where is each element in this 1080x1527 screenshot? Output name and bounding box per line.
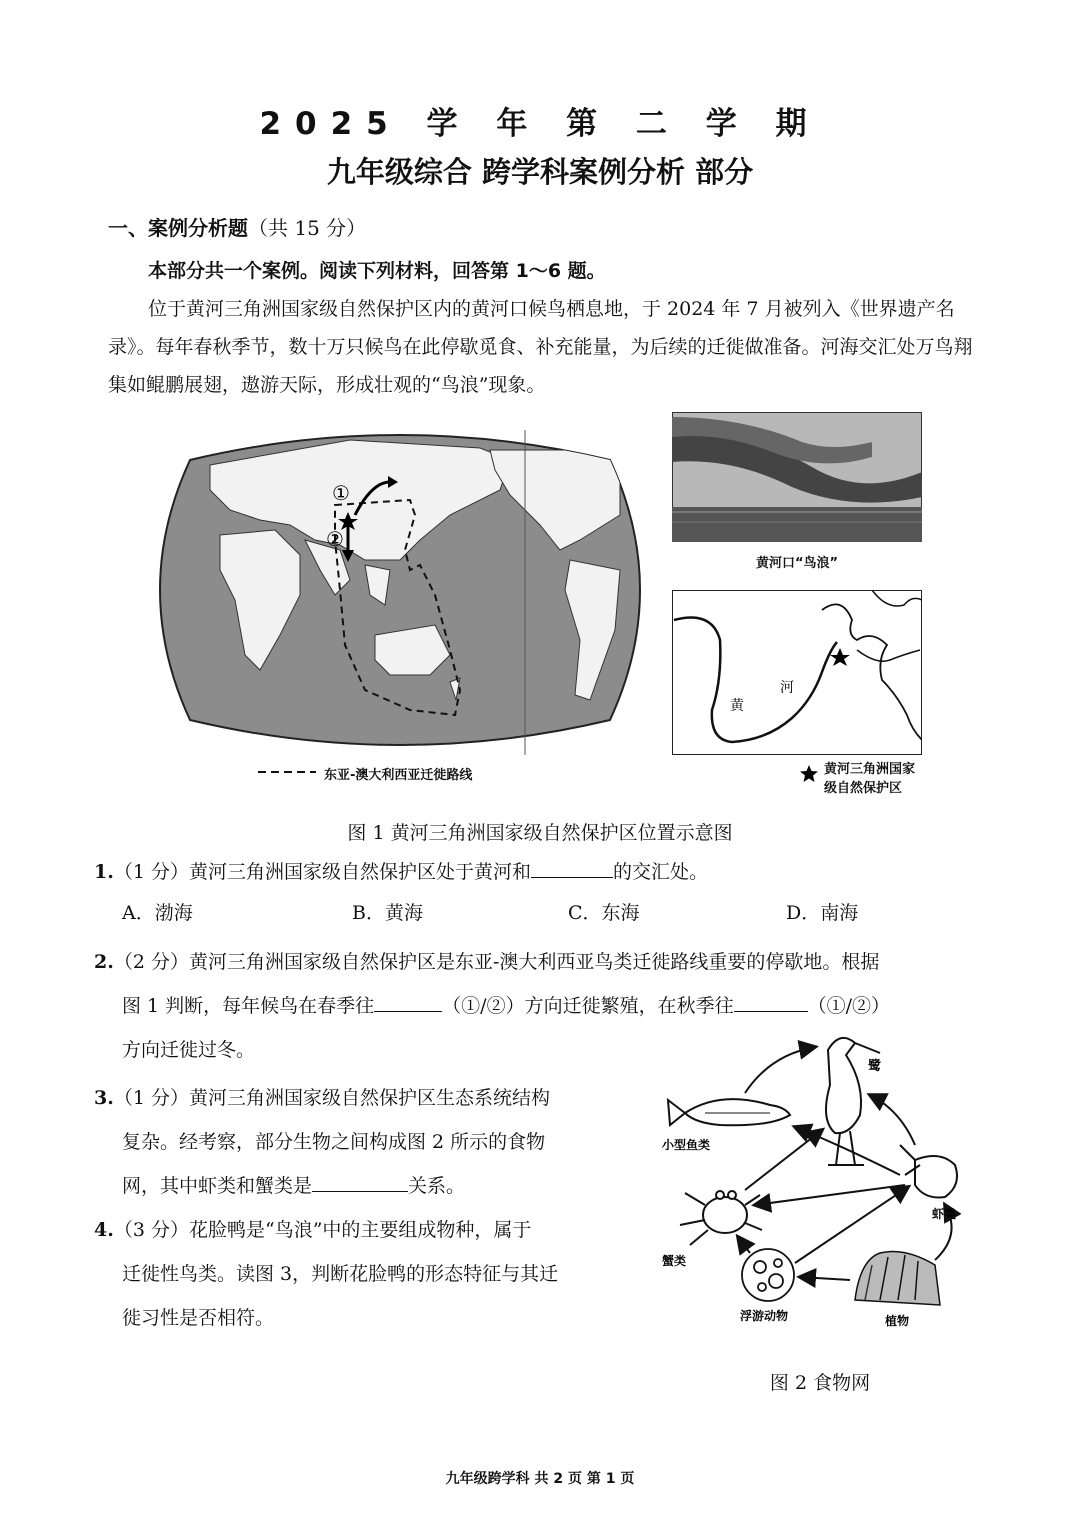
label-zooplankton: 浮游动物 bbox=[740, 1309, 789, 1323]
q2-line2-a: 图 1 判断，每年候鸟在春季往 bbox=[122, 995, 375, 1017]
arrow-shrimp-to-crab bbox=[755, 1185, 905, 1205]
question-3 bbox=[94, 1076, 654, 1208]
label-shrimp: 虾类 bbox=[932, 1207, 957, 1221]
q3-number: 3. bbox=[94, 1087, 114, 1109]
q1-text-before: 黄河三角洲国家级自然保护区处于黄河和 bbox=[188, 861, 531, 883]
section-heading bbox=[108, 212, 366, 241]
q3-line1 bbox=[94, 1076, 654, 1120]
q1-option-c[interactable]: C．东海 bbox=[568, 902, 640, 924]
section-points: （共 15 分） bbox=[248, 216, 367, 240]
arrow-zooplankton-to-crab bbox=[738, 1237, 750, 1253]
route-legend-label: 东亚-澳大利西亚迁徙路线 bbox=[324, 768, 473, 783]
world-map bbox=[150, 420, 650, 760]
q2-line1 bbox=[94, 940, 994, 984]
q1-option-d[interactable]: D．南海 bbox=[786, 902, 859, 924]
q4-line2: 迁徙性鸟类。读图 3，判断花脸鸭的形态特征与其迁 bbox=[122, 1263, 559, 1285]
q2-autumn-blank[interactable] bbox=[734, 989, 808, 1012]
arrow-crab-to-egret bbox=[745, 1130, 822, 1190]
arrow-plant-to-zooplankton bbox=[800, 1277, 850, 1280]
q2-number: 2. bbox=[94, 951, 114, 973]
star-legend-line1: 黄河三角洲国家 bbox=[824, 762, 916, 777]
q3-line1-text: 黄河三角洲国家级自然保护区生态系统结构 bbox=[188, 1087, 550, 1109]
dashed-line-legend-icon bbox=[258, 765, 316, 779]
q4-points: （3 分） bbox=[113, 1219, 189, 1241]
q1-text-after: 的交汇处。 bbox=[613, 861, 709, 883]
route-label-1: ① bbox=[332, 481, 350, 505]
page-footer: 九年级跨学科 共 2 页 第 1 页 bbox=[445, 1471, 635, 1487]
exam-title-term: 2025 学 年 第 二 学 期 bbox=[259, 106, 821, 142]
q3-line3 bbox=[94, 1164, 654, 1208]
route-label-2: ② bbox=[326, 527, 344, 551]
q3-points: （1 分） bbox=[113, 1087, 189, 1109]
river-label-he: 河 bbox=[780, 680, 794, 696]
arrow-shrimp-to-fish bbox=[795, 1127, 900, 1175]
q3-line3-b: 关系。 bbox=[408, 1175, 466, 1197]
label-plant: 植物 bbox=[885, 1314, 910, 1328]
yellow-river-map bbox=[672, 590, 922, 755]
star-legend-icon bbox=[800, 765, 818, 783]
section-heading-text: 一、案例分析题 bbox=[108, 216, 248, 240]
q3-line2: 复杂。经考察，部分生物之间构成图 2 所示的食物 bbox=[122, 1131, 546, 1153]
q1-option-b[interactable]: B．黄海 bbox=[352, 902, 423, 924]
q2-line1-text: 黄河三角洲国家级自然保护区是东亚-澳大利西亚鸟类迁徙路线重要的停歇地。根据 bbox=[188, 951, 880, 973]
material-paragraph: 位于黄河三角洲国家级自然保护区内的黄河口候鸟栖息地，于 2024 年 7 月被列入《世界遗产名录》。每年春秋季节，数十万只候鸟在此停歇觅食、补充能量，为后续的迁徙做准备。河海交汇处万鸟翔集如鲲鹏展翅，遨游天际，形成壮观的“鸟浪”现象。 bbox=[108, 298, 973, 396]
zooplankton-figure bbox=[742, 1249, 794, 1301]
photo-caption: 黄河口“鸟浪” bbox=[755, 556, 839, 571]
section-intro: 本部分共一个案例。阅读下列材料，回答第 1～6 题。 bbox=[148, 260, 606, 282]
crab-figure bbox=[680, 1191, 762, 1245]
question-1 bbox=[94, 850, 708, 894]
food-web-diagram bbox=[650, 1025, 980, 1355]
q1-option-a[interactable]: A．渤海 bbox=[122, 902, 193, 924]
q4-number: 4. bbox=[94, 1219, 114, 1241]
label-crab: 蟹类 bbox=[662, 1254, 687, 1268]
small-fish-figure bbox=[668, 1099, 790, 1125]
q2-spring-blank[interactable] bbox=[374, 989, 442, 1012]
label-egret: 鹭 bbox=[868, 1059, 882, 1074]
plant-figure bbox=[855, 1252, 940, 1306]
q3-line3-a: 网，其中虾类和蟹类是 bbox=[122, 1175, 313, 1197]
bird-wave-photo bbox=[672, 412, 922, 542]
arrow-fish-to-egret bbox=[745, 1047, 815, 1093]
label-small-fish: 小型鱼类 bbox=[662, 1138, 711, 1152]
egret-figure bbox=[826, 1038, 880, 1165]
exam-title-subject: 九年级综合 跨学科案例分析 部分 bbox=[326, 155, 754, 189]
star-legend-line2: 级自然保护区 bbox=[824, 781, 903, 796]
q4-line1-text: 花脸鸭是“鸟浪”中的主要组成物种，属于 bbox=[188, 1219, 532, 1241]
q2-line2-b: （①/②）方向迁徙繁殖，在秋季往 bbox=[442, 995, 734, 1017]
q2-points: （2 分） bbox=[113, 951, 189, 973]
q1-number: 1. bbox=[94, 861, 114, 883]
question-4 bbox=[94, 1208, 654, 1340]
river-label-huang: 黄 bbox=[730, 698, 744, 714]
figure1-caption: 图 1 黄河三角洲国家级自然保护区位置示意图 bbox=[347, 822, 733, 844]
q2-line2-c: （①/②） bbox=[807, 995, 890, 1017]
arrow-shrimp-to-egret bbox=[870, 1095, 915, 1145]
q1-answer-blank[interactable] bbox=[531, 855, 613, 878]
figure2-caption: 图 2 食物网 bbox=[769, 1372, 871, 1394]
q4-line1 bbox=[94, 1208, 654, 1252]
q3-relation-blank[interactable] bbox=[312, 1169, 408, 1192]
shrimp-figure bbox=[900, 1145, 957, 1198]
q2-line3: 方向迁徙过冬。 bbox=[122, 1039, 256, 1061]
star-legend-label bbox=[824, 760, 915, 798]
q4-line3: 徙习性是否相符。 bbox=[122, 1307, 275, 1329]
q2-line2 bbox=[94, 984, 994, 1028]
q1-points: （1 分） bbox=[113, 861, 189, 883]
